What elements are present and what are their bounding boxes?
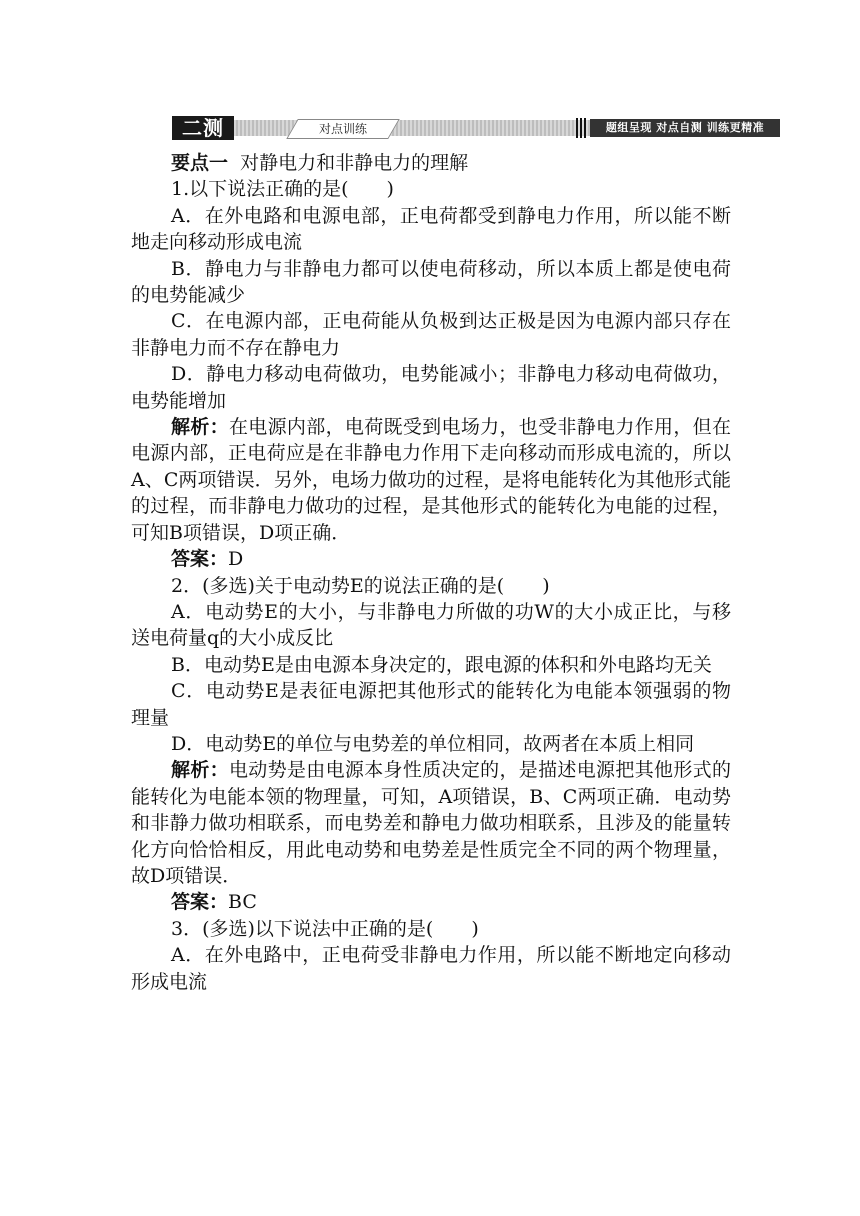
- option: D．电动势E的单位与电势差的单位相同，故两者在本质上相同: [171, 732, 695, 755]
- answer-label: 答案：: [171, 891, 229, 914]
- answer-value: BC: [228, 891, 257, 914]
- answer: [131, 546, 731, 572]
- analysis-label: 解析：: [171, 759, 229, 782]
- barcode-icon: [576, 118, 588, 138]
- option: A．在外电路和电源电部，正电荷都受到静电力作用，所以能不断地走向移动形成电流: [131, 204, 731, 254]
- option: B．电动势E是由电源本身决定的，跟电源的体积和外电路均无关: [171, 653, 712, 676]
- answer-label: 答案：: [171, 548, 229, 571]
- option: A．在外电路中，正电荷受非静电力作用，所以能不断地定向移动形成电流: [131, 944, 731, 993]
- answer-value: D: [228, 548, 244, 571]
- analysis: [131, 757, 731, 889]
- option: C．电动势E是表征电源把其他形式的能转化为电能本领强弱的物理量: [131, 680, 731, 729]
- analysis-text: 在电源内部，电荷既受到电场力，也受非静电力作用，但在电源内部，正电荷应是在非静电力作用下走向移动而形成电流的，所以A、C两项错误．另外，电场力做功的过程，是将电能转化为其他形式能的过程，而非静电力做功的过程，是其他形式的能转化为电能的过程，可知B项错误，D项正确．: [131, 416, 731, 544]
- analysis-text: 电动势是由电源本身性质决定的，是描述电源把其他形式的能转化为电能本领的物理量，可知，A项错误，B、C两项正确．电动势和非静力做功相联系，而电势差和静电力做功相联系，且涉及的能量转化方向恰恰相反，用此电动势和电势差是性质完全不同的两个物理量，故D项错误．: [131, 759, 731, 887]
- section-subject: 对静电力和非静电力的理解: [240, 152, 469, 174]
- question-stem: 2．(多选)关于电动势E的说法正确的是( ): [171, 574, 550, 597]
- question-stem: 3．(多选)以下说法中正确的是( ): [171, 917, 479, 940]
- option: D．静电力移动电荷做功，电势能减小；非静电力移动电荷做功，电势能增加: [131, 363, 731, 412]
- banner-subtitle-box: [286, 119, 400, 139]
- question-stem: 1.以下说法正确的是( ): [171, 178, 394, 201]
- option: C．在电源内部，正电荷能从负极到达正极是因为电源内部只存在非静电力而不存在静电力: [131, 310, 731, 359]
- option: B．静电力与非静电力都可以使电荷移动，所以本质上都是使电荷的电势能减少: [131, 257, 731, 307]
- analysis-label: 解析：: [171, 416, 229, 439]
- answer: [131, 889, 731, 915]
- banner-tagline: 题组呈现 对点自测 训练更精准: [590, 119, 780, 137]
- banner-subtitle: 对点训练: [318, 122, 367, 136]
- section-banner: [172, 116, 780, 140]
- section-title: 要点一: [171, 152, 229, 174]
- section-heading: [131, 150, 731, 176]
- worksheet-body: [131, 150, 731, 995]
- analysis: [131, 414, 731, 546]
- banner-tab: 二测: [172, 116, 234, 140]
- option: A．电动势E的大小，与非静电力所做的功W的大小成正比，与移送电荷量q的大小成反比: [131, 600, 731, 650]
